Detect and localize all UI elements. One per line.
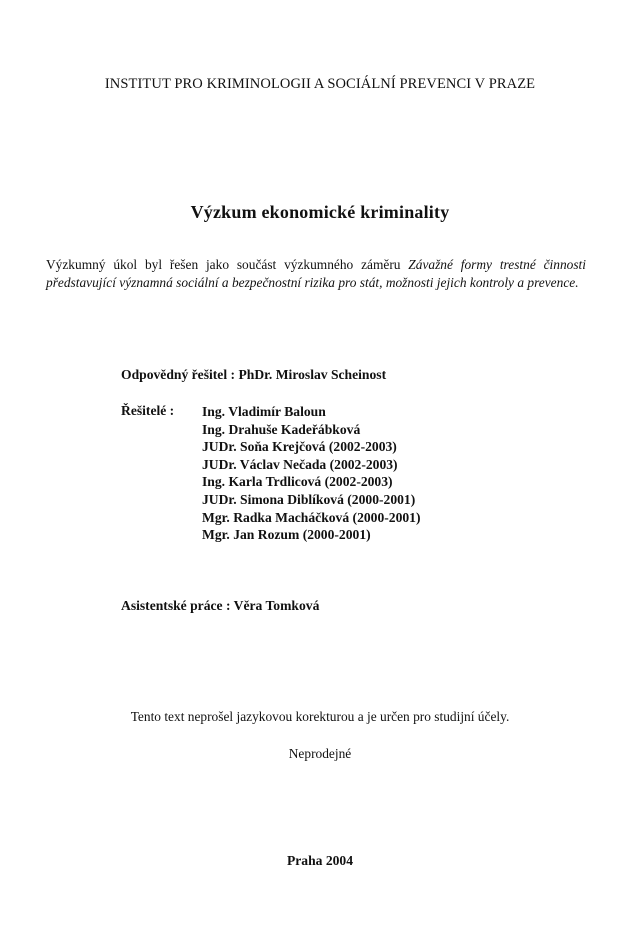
proofreading-note: Tento text neprošel jazykovou korekturou a je určen pro studijní účely. [130,709,510,724]
solver-name: Mgr. Jan Rozum (2000-2001) [202,527,371,543]
intro-lead: Výzkumný úkol byl řešen jako součást výzkumného záměru [46,257,409,272]
intro-paragraph [46,256,586,292]
solver-name: Ing. Vladimír Baloun [202,404,326,419]
assistant-section [121,598,319,614]
document-title: Výzkum ekonomické kriminality [190,202,450,222]
assistant-label: Asistentské práce : [121,598,231,613]
assistant-name: Věra Tomková [233,598,320,613]
solvers-section [121,403,421,544]
place-and-year: Praha 2004 [286,853,354,868]
responsible-researcher [121,367,386,383]
institute-heading: INSTITUT PRO KRIMINOLOGII A SOCIÁLNÍ PREVENCI V PRAZE [104,76,536,92]
not-for-sale-label: Neprodejné [288,746,352,761]
solvers-list [202,403,421,544]
solver-name: Ing. Drahuše Kadeřábková [202,421,361,437]
research-plan-title: Závažné formy trestné činnosti představující významná sociální a bezpečnostní rizika pro stát, možnosti jejich kontroly a prevence. [46,257,586,290]
responsible-label: Odpovědný řešitel : [121,367,236,382]
solver-name: JUDr. Václav Nečada (2002-2003) [202,456,398,472]
solver-name: Mgr. Radka Macháčková (2000-2001) [202,509,421,525]
solvers-label: Řešitelé : [121,403,175,418]
solver-name: JUDr. Simona Diblíková (2000-2001) [202,491,416,507]
solver-name: JUDr. Soňa Krejčová (2002-2003) [202,439,397,455]
responsible-name: PhDr. Miroslav Scheinost [238,367,387,382]
solver-name: Ing. Karla Trdlicová (2002-2003) [202,474,393,490]
